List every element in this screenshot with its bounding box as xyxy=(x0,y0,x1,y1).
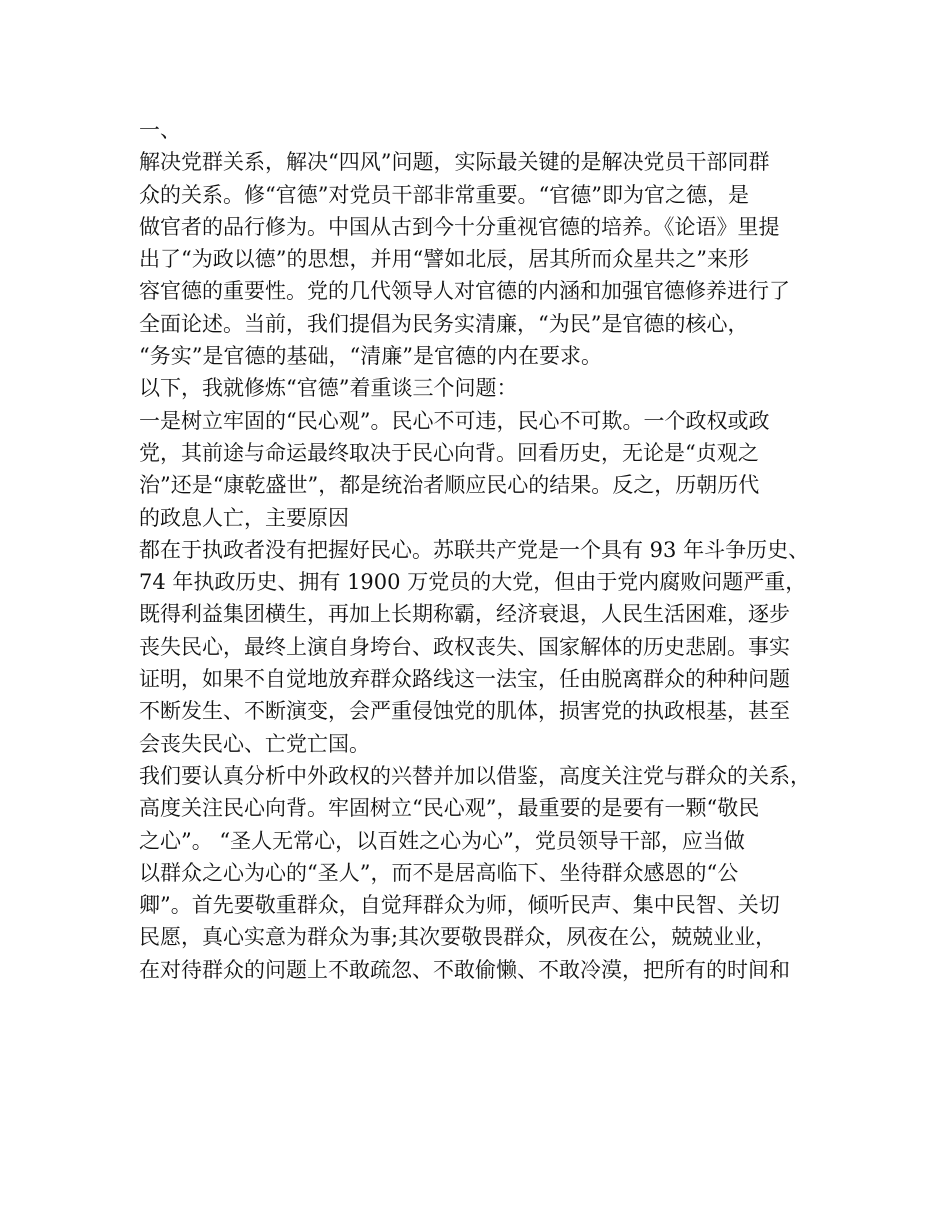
text-line: 的政息人亡，主要原因 xyxy=(139,505,349,530)
text-line: 解决党群关系，解决“四风”问题，实际最关键的是解决党员干部同群 xyxy=(139,150,770,175)
text-line: 容官德的重要性。党的几代领导人对官德的内涵和加强官德修养进行了 xyxy=(139,279,790,304)
text-line: 高度关注民心向背。牢固树立“民心观”，最重要的是要有一颗“敬民 xyxy=(139,796,760,821)
text-line: 做官者的品行修为。中国从古到今十分重视官德的培养。《论语》里提 xyxy=(139,214,780,239)
text-line: 都在于执政者没有把握好民心。苏联共产党是一个具有 93 年斗争历史、 xyxy=(139,537,810,562)
text-line: 一、 xyxy=(139,118,181,142)
text-line: 在对待群众的问题上不敢疏忽、不敢偷懒、不敢冷漠，把所有的时间和 xyxy=(139,957,790,982)
text-line: 74 年执政历史、拥有 1900 万党员的大党，但由于党内腐败问题严重， xyxy=(139,570,807,595)
body-text xyxy=(139,114,839,986)
text-line: “务实”是官德的基础，“清廉”是官德的内在要求。 xyxy=(139,344,602,369)
text-line: 既得利益集团横生，再加上长期称霸，经济衰退，人民生活困难，逐步 xyxy=(139,602,790,627)
text-line: 治”还是“康乾盛世”，都是统治者顺应民心的结果。反之，历朝历代 xyxy=(139,473,760,498)
text-line: 卿”。首先要敬重群众，自觉拜群众为师，倾听民声、集中民智、关切 xyxy=(139,893,780,918)
text-line: 我们要认真分析中外政权的兴替并加以借鉴，高度关注党与群众的关系， xyxy=(139,763,811,788)
text-line: 丧失民心，最终上演自身垮台、政权丧失、国家解体的历史悲剧。事实 xyxy=(139,634,790,659)
text-line: 以群众之心为心的“圣人”，而不是居高临下、坐待群众感恩的“公 xyxy=(139,860,739,885)
text-line: 一是树立牢固的“民心观”。民心不可违，民心不可欺。一个政权或政 xyxy=(139,408,770,433)
text-line: 证明，如果不自觉地放弃群众路线这一法宝，任由脱离群众的种种问题 xyxy=(139,667,790,692)
text-line: 会丧失民心、亡党亡国。 xyxy=(139,731,370,756)
text-line: 之心”。 “圣人无常心，以百姓之心为心”，党员领导干部，应当做 xyxy=(139,828,745,853)
text-line: 党，其前途与命运最终取决于民心向背。回看历史，无论是“贞观之 xyxy=(139,440,759,465)
text-line: 众的关系。修“官德”对党员干部非常重要。“官德”即为官之德，是 xyxy=(139,182,749,207)
text-line: 不断发生、不断演变，会严重侵蚀党的肌体，损害党的执政根基，甚至 xyxy=(139,699,790,724)
text-line: 民愿，真心实意为群众为事;其次要敬畏群众，夙夜在公，兢兢业业， xyxy=(139,925,777,950)
text-line: 出了“为政以德”的思想，并用“譬如北辰，居其所而众星共之”来形 xyxy=(139,247,749,272)
text-line: 以下，我就修炼“官德”着重谈三个问题： xyxy=(139,376,518,401)
text-line: 全面论述。当前，我们提倡为民务实清廉，“为民”是官德的核心， xyxy=(139,311,749,336)
